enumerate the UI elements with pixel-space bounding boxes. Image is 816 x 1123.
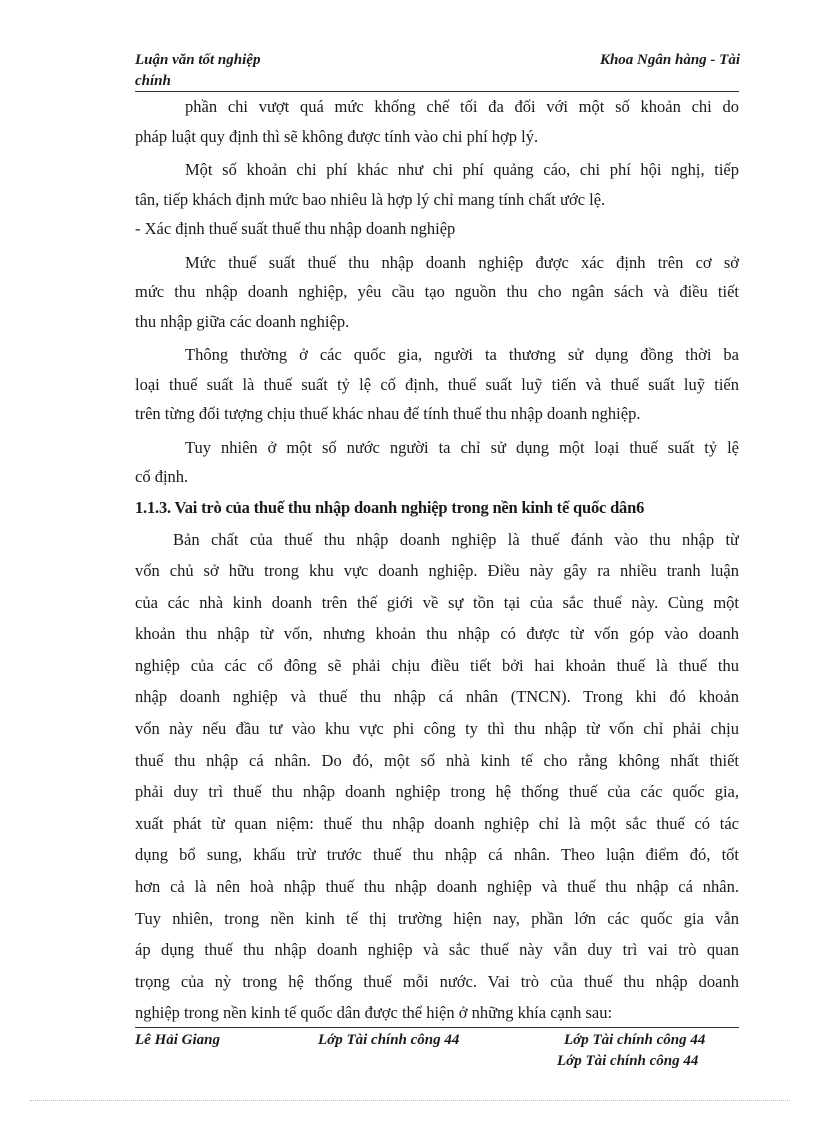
header-thesis-title-line1: Luận văn tốt nghiệp <box>135 52 261 68</box>
text-line: trọng của nỳ trong hệ thống thuế mỗi nước. Vai trò của thuế thu nhập doanh <box>135 971 739 991</box>
text-line: Một số khoản chi phí khác như chi phí quảng cáo, chi phí hội nghị, tiếp <box>185 160 739 179</box>
text-line: Thông thường ở các quốc gia, người ta thương sử dụng đồng thời ba <box>185 345 739 364</box>
text-line: tân, tiếp khách định mức bao nhiêu là hợp lý chỉ mang tính chất ước lệ. <box>135 189 606 209</box>
text-line: nhập doanh nghiệp và thuế thu nhập cá nhân (TNCN). Trong khi đó khoản <box>135 687 739 707</box>
text-line: khoản thu nhập từ vốn, nhưng khoản thu nhập có được từ vốn góp vào doanh <box>135 624 739 644</box>
section-heading: 1.1.3. Vai trò của thuế thu nhập doanh nghiệp trong nền kinh tế quốc dân6 <box>135 497 645 517</box>
text-line: phải duy trì thuế thu nhập doanh nghiệp trong hệ thống thuế của các quốc gia, <box>135 782 739 802</box>
text-line: pháp luật quy định thì sẽ không được tính vào chi phí hợp lý. <box>135 126 539 146</box>
header-thesis-title <box>135 50 335 92</box>
text-line: phần chi vượt quá mức khống chế tối đa đối với một số khoản chi do <box>185 97 739 116</box>
text-line: thu nhập giữa các doanh nghiệp. <box>135 311 350 331</box>
text-line: hơn cả là nên hoà nhập thuế thu nhập doanh nghiệp và thuế thu nhập cá nhân. <box>135 877 739 897</box>
header-thesis-title-line2: chính <box>135 73 171 89</box>
text-line: Mức thuế suất thuế thu nhập doanh nghiệp được xác định trên cơ sở <box>185 252 739 272</box>
text-line: cố định. <box>135 467 189 486</box>
paragraph-4 <box>135 340 739 429</box>
paragraph-3 <box>135 248 739 337</box>
text-line: xuất phát từ quan niệm: thuế thu nhập doanh nghiệp chỉ là một sắc thuế có tác <box>135 813 739 833</box>
text-line: Tuy nhiên, trong nền kinh tế thị trường hiện nay, phần lớn các quốc gia vẫn <box>135 908 739 928</box>
text-line: nghiệp trong nền kinh tế quốc dân được thể hiện ở những khía cạnh sau: <box>135 1003 613 1023</box>
paragraph-2 <box>135 155 739 214</box>
text-line: vốn chủ sở hữu trong khu vực doanh nghiệp. Điều này gây ra nhiều tranh luận <box>135 561 739 581</box>
bullet-line: - Xác định thuế suất thuế thu nhập doanh nghiệp <box>135 219 456 238</box>
paragraph-6 <box>135 524 739 1030</box>
footer-class-right: Lớp Tài chính công 44 <box>564 1032 706 1048</box>
text-line: loại thuế suất là thuế suất tỷ lệ cố định, thuế suất luỹ tiến và thuế suất luỹ tiến <box>135 374 739 394</box>
text-line: trên từng đối tượng chịu thuế khác nhau để tính thuế thu nhập doanh nghiệp. <box>135 404 641 423</box>
text-line: mức thu nhập doanh nghiệp, yêu cầu tạo nguồn thu cho ngân sách và điều tiết <box>135 282 739 301</box>
text-line: Bản chất của thuế thu nhập doanh nghiệp là thuế đánh vào thu nhập từ <box>173 529 739 549</box>
text-line: áp dụng thuế thu nhập doanh nghiệp và sắc thuế này vẫn duy trì vai trò quan <box>135 940 739 960</box>
footer-author: Lê Hải Giang <box>135 1032 220 1048</box>
text-line: vốn này nếu đầu tư vào khu vực phi công ty thì thu nhập từ vốn chỉ phải chịu <box>135 719 739 739</box>
text-line: Tuy nhiên ở một số nước người ta chỉ sử dụng một loại thuế suất tỷ lệ <box>185 437 739 457</box>
paragraph-1 <box>135 92 739 151</box>
document-body <box>135 92 739 1029</box>
text-line: dụng bổ sung, khấu trừ trước thuế thu nhập cá nhân. Theo luận điểm đó, tốt <box>135 845 739 865</box>
text-line: nghiệp của các cổ đông sẽ phải chịu điều tiết bởi hai khoản thuế là thuế thu <box>135 655 739 675</box>
footer-class-bottom: Lớp Tài chính công 44 <box>557 1053 699 1069</box>
paragraph-5 <box>135 433 739 492</box>
header-faculty: Khoa Ngân hàng - Tài <box>599 52 740 68</box>
footer-rule <box>135 1027 739 1028</box>
text-line: của các nhà kinh doanh trên thế giới về sự tồn tại của sắc thuế này. Cùng một <box>135 592 739 612</box>
footer-class-left: Lớp Tài chính công 44 <box>318 1032 460 1048</box>
text-line: thuế thu nhập cá nhân. Do đó, một số nhà kinh tế cho rằng không nhất thiết <box>135 750 739 770</box>
page-edge-divider <box>30 1100 790 1101</box>
